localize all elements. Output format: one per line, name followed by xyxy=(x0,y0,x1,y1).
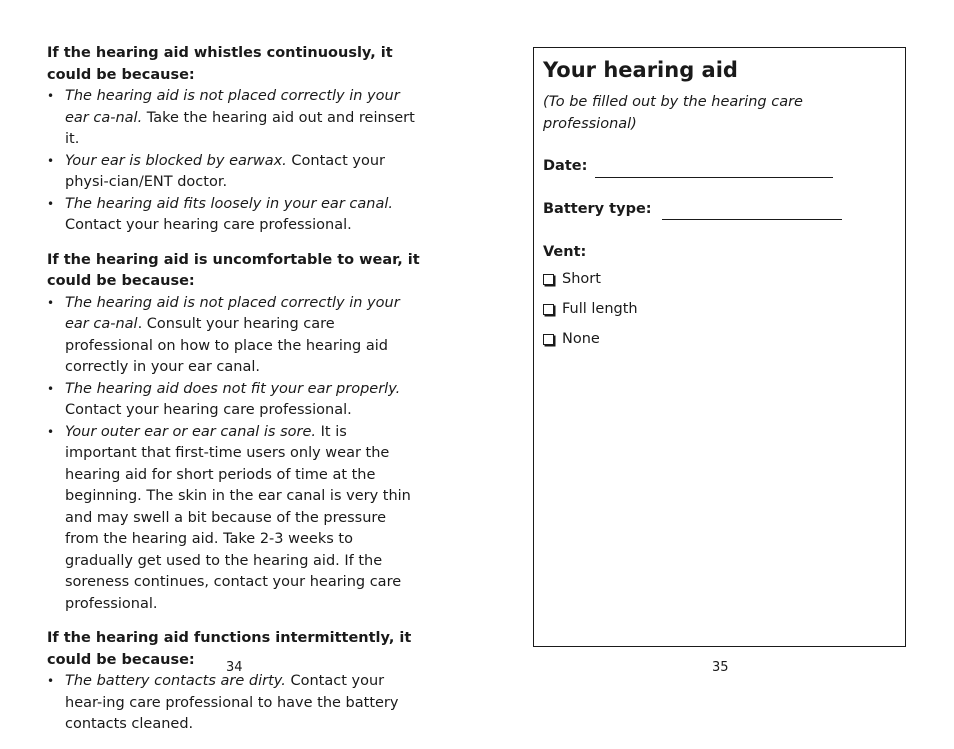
list-item xyxy=(47,422,423,616)
bullet-list xyxy=(47,293,423,616)
section-uncomfortable xyxy=(47,250,423,616)
cause-text: Your outer ear or ear canal is sore. xyxy=(65,423,317,440)
list-item xyxy=(47,293,423,379)
list-item xyxy=(47,194,423,237)
battery-type-label: Battery type: xyxy=(543,200,652,217)
section-heading: If the hearing aid is uncomfortable to wear, it could be because: xyxy=(47,251,420,289)
cause-text: The hearing aid is not placed correctly in your ear ca-nal xyxy=(65,294,400,332)
section-intermittent xyxy=(47,628,423,736)
date-label: Date: xyxy=(543,158,588,174)
bullet-icon: • xyxy=(47,381,55,396)
section-heading: If the hearing aid whistles continuously, it could be because: xyxy=(47,45,393,83)
section-whistles xyxy=(47,43,423,237)
section-heading: If the hearing aid functions intermittently, it could be because: xyxy=(47,630,412,668)
battery-type-field[interactable] xyxy=(543,199,896,221)
bullet-icon: • xyxy=(47,674,55,688)
remedy-text: . Consult your hearing care professional on how to place the hearing aid correctly in your ear canal. xyxy=(65,316,388,375)
hearing-aid-info-card xyxy=(533,47,906,647)
cause-text: The battery contacts are dirty. xyxy=(65,673,286,689)
remedy-text: Contact your hear-ing care professional to have the battery contacts cleaned. xyxy=(65,673,399,732)
card-title: Your hearing aid xyxy=(543,58,738,82)
bullet-icon: • xyxy=(47,153,55,168)
remedy-text: Contact your hearing care professional. xyxy=(65,402,352,418)
cause-text: Your ear is blocked by earwax. xyxy=(65,152,287,169)
bullet-list xyxy=(47,86,423,237)
vent-option-label: Short xyxy=(562,270,601,287)
cause-text: The hearing aid does not fit your ear properly. xyxy=(65,380,401,397)
vent-option-none[interactable] xyxy=(543,326,896,354)
remedy-text: Take the hearing aid out and reinsert it. xyxy=(65,109,415,147)
checkbox-icon[interactable] xyxy=(543,334,554,345)
cause-text: The hearing aid is not placed correctly in your ear ca-nal. xyxy=(65,88,400,126)
list-item xyxy=(47,671,423,736)
list-item xyxy=(47,379,423,422)
list-item xyxy=(47,151,423,194)
date-field[interactable] xyxy=(543,156,896,178)
remedy-text: It is important that first-time users only wear the hearing aid for short periods of time at the beginning. The skin in the ear canal is very thin and may swell a bit because of the pressure from the hearing aid. Take 2-3 weeks to gradually get used to the hearing aid. If the soreness continues, contact your hearing care professional. xyxy=(65,423,411,612)
list-item xyxy=(47,86,423,151)
bullet-icon: • xyxy=(47,89,55,103)
bullet-icon: • xyxy=(47,196,55,211)
cause-text: The hearing aid fits loosely in your ear canal. xyxy=(65,195,393,212)
card-subtitle: (To be filled out by the hearing care professional) xyxy=(543,94,803,132)
remedy-text: Contact your hearing care professional. xyxy=(65,217,352,233)
bullet-list xyxy=(47,671,423,736)
vent-option-label: None xyxy=(562,330,600,347)
vent-label: Vent: xyxy=(543,244,587,260)
page-number-left: 34 xyxy=(226,660,243,675)
checkbox-icon[interactable] xyxy=(543,304,554,315)
vent-option-full-length[interactable] xyxy=(543,296,896,324)
checkbox-icon[interactable] xyxy=(543,274,554,285)
page-number-right: 35 xyxy=(712,660,729,675)
remedy-text: Contact your physi-cian/ENT doctor. xyxy=(65,152,386,190)
battery-type-input-line[interactable] xyxy=(662,205,842,220)
bullet-icon: • xyxy=(47,295,55,310)
date-input-line[interactable] xyxy=(595,163,833,178)
left-page xyxy=(47,43,423,749)
vent-option-short[interactable] xyxy=(543,266,896,294)
vent-option-label: Full length xyxy=(562,300,638,317)
bullet-icon: • xyxy=(47,424,55,439)
